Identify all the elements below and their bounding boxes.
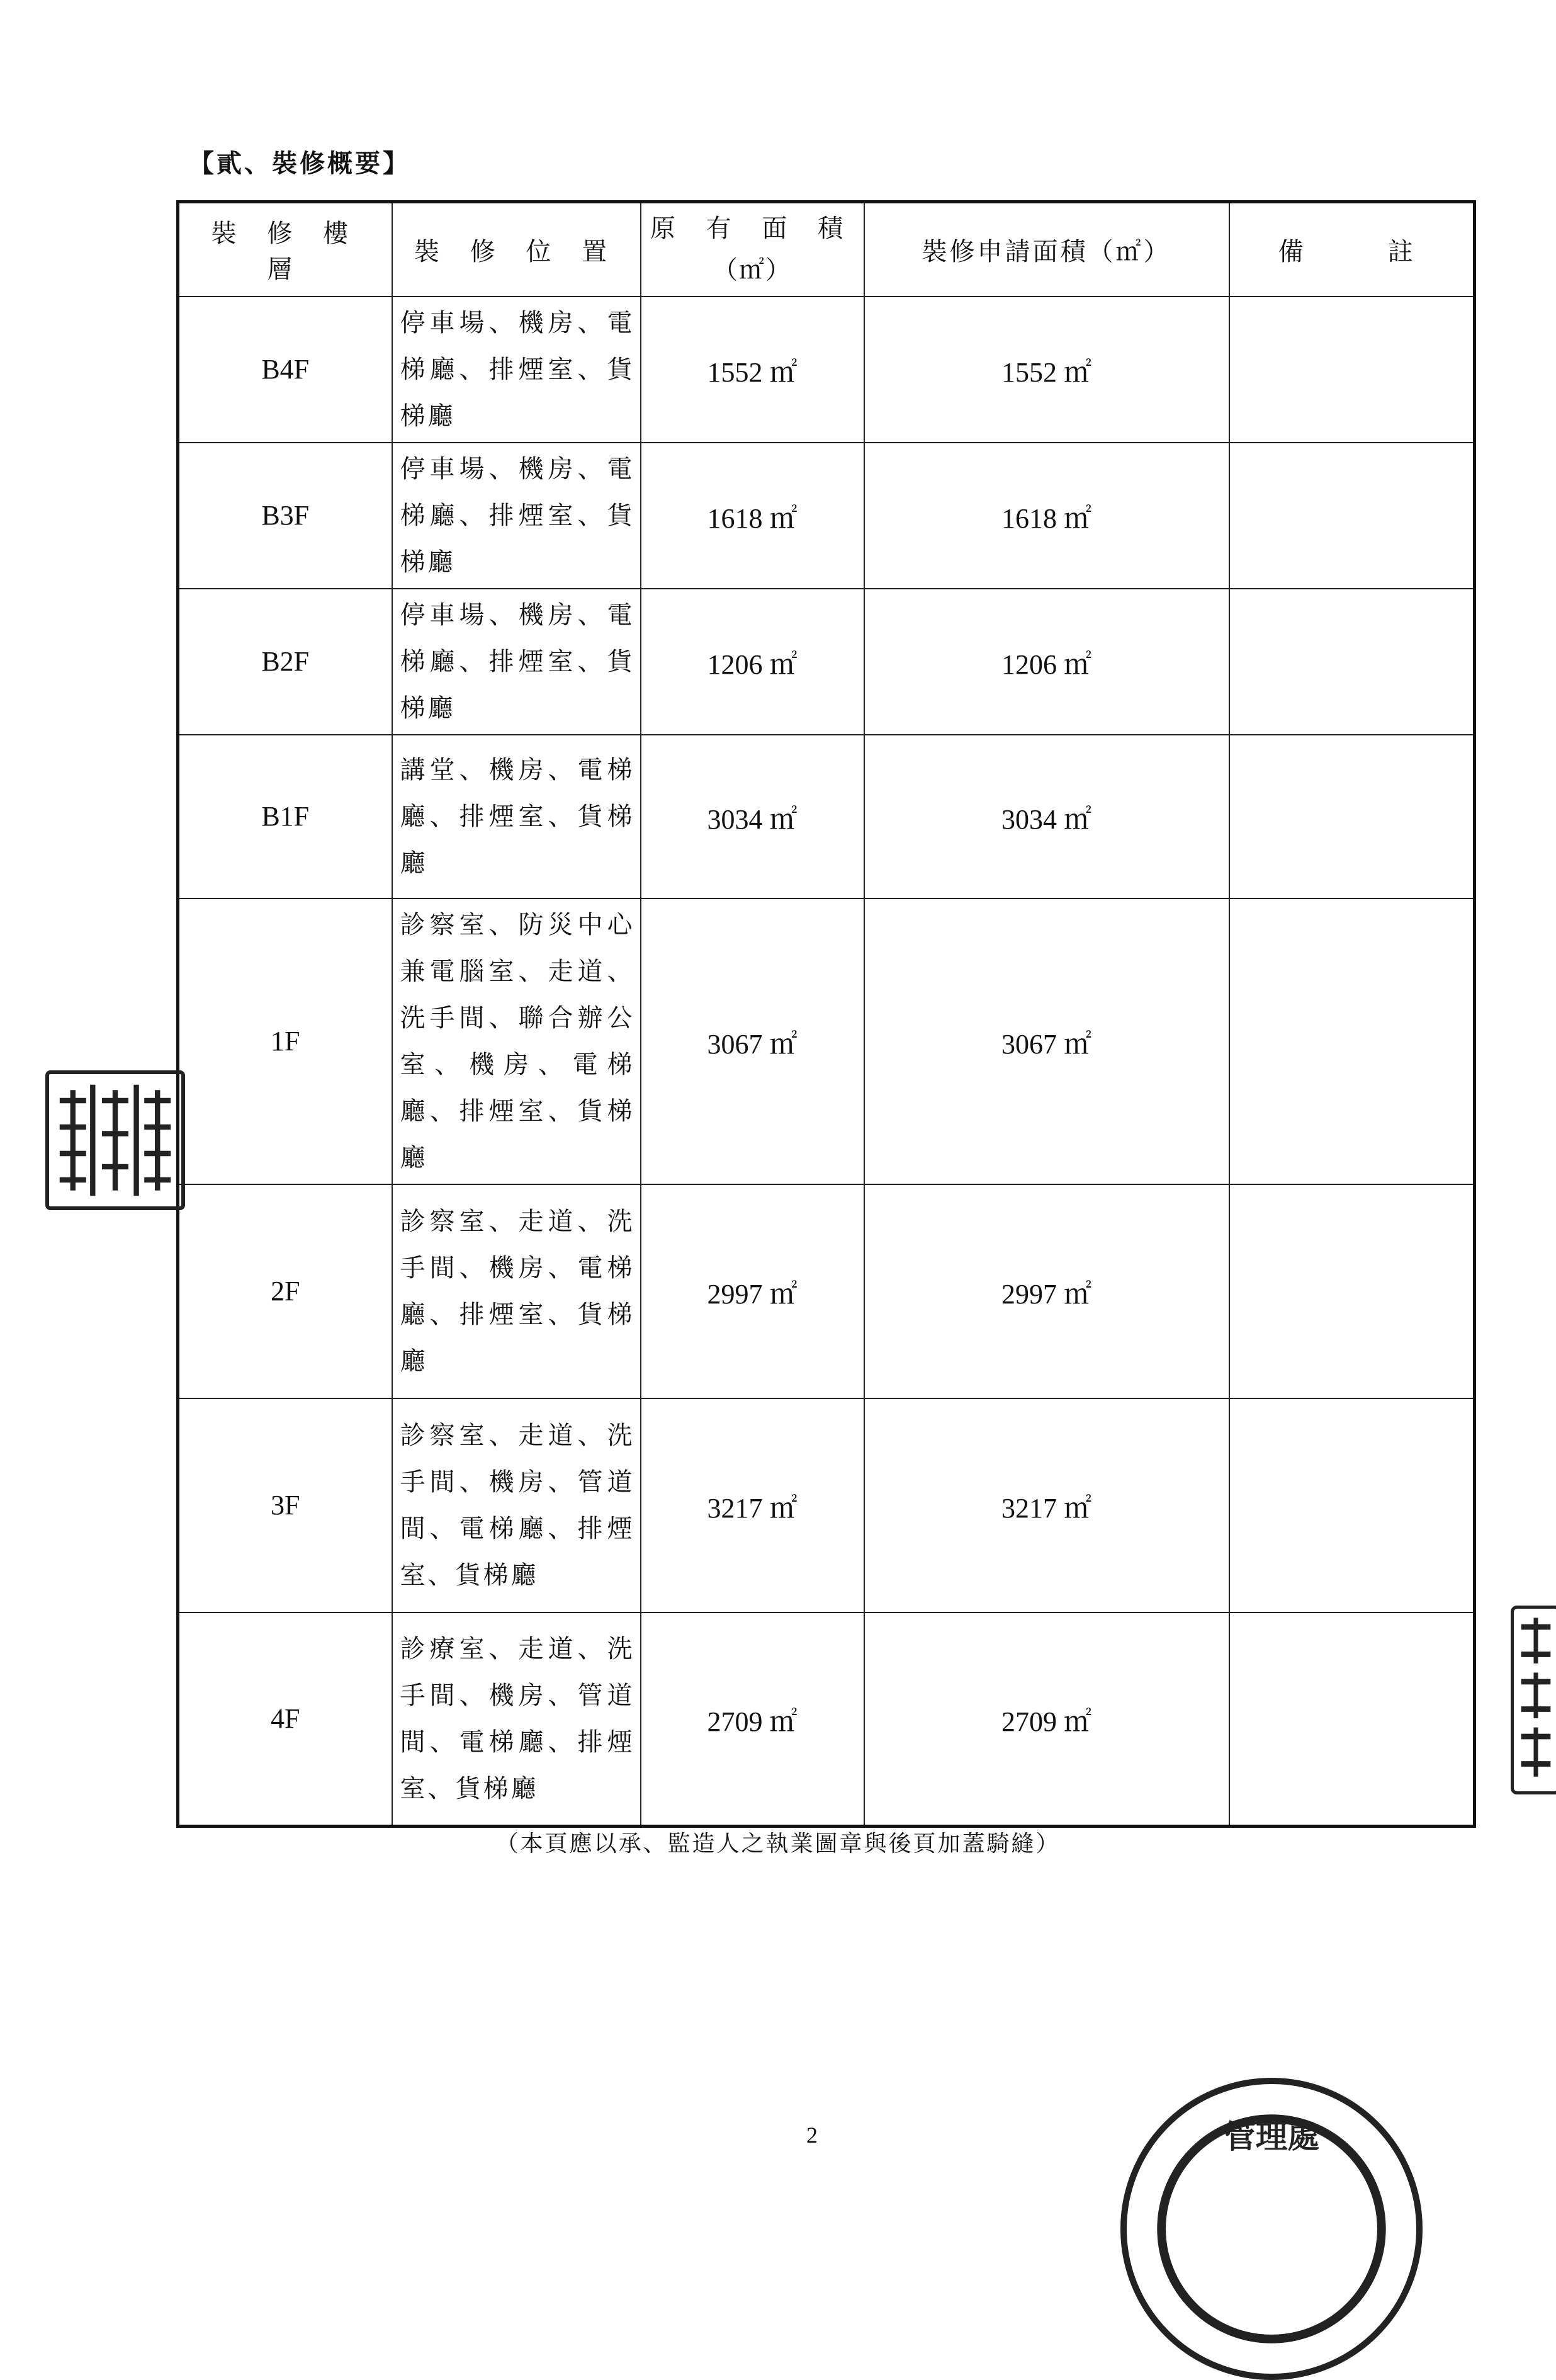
table-row bbox=[178, 735, 1475, 898]
table-row bbox=[178, 1612, 1475, 1827]
floor-cell: B4F bbox=[178, 297, 392, 443]
header-floor: 裝 修 樓 層 bbox=[178, 202, 392, 297]
round-office-seal-icon bbox=[1120, 2078, 1423, 2380]
remarks-cell bbox=[1229, 1398, 1475, 1612]
renovation-summary-table bbox=[176, 200, 1476, 1828]
applied-area-cell: 3067 ㎡ bbox=[864, 898, 1229, 1184]
page-number: 2 bbox=[806, 2122, 818, 2148]
section-title: 【貳、裝修概要】 bbox=[189, 149, 410, 178]
applied-area-cell: 1552 ㎡ bbox=[864, 297, 1229, 443]
remarks-cell bbox=[1229, 443, 1475, 589]
floor-cell: B2F bbox=[178, 589, 392, 735]
applied-area-cell: 1618 ㎡ bbox=[864, 443, 1229, 589]
floor-cell: 4F bbox=[178, 1612, 392, 1827]
remarks-cell bbox=[1229, 1612, 1475, 1827]
original-area-cell: 3067 ㎡ bbox=[641, 898, 864, 1184]
location-cell: 停車場、機房、電梯廳、排煙室、貨梯廳 bbox=[392, 589, 641, 735]
header-original-area-line2: （㎡） bbox=[713, 256, 792, 285]
location-cell: 診療室、走道、洗手間、機房、管道間、電梯廳、排煙室、貨梯廳 bbox=[392, 1612, 641, 1827]
header-applied-area: 裝修申請面積（㎡） bbox=[864, 202, 1229, 297]
floor-cell: B3F bbox=[178, 443, 392, 589]
remarks-cell bbox=[1229, 1184, 1475, 1398]
remarks-cell bbox=[1229, 297, 1475, 443]
original-area-cell: 3217 ㎡ bbox=[641, 1398, 864, 1612]
original-area-cell: 1618 ㎡ bbox=[641, 443, 864, 589]
original-area-cell: 3034 ㎡ bbox=[641, 735, 864, 898]
applied-area-cell: 3034 ㎡ bbox=[864, 735, 1229, 898]
table-row bbox=[178, 443, 1475, 589]
floor-cell: 1F bbox=[178, 898, 392, 1184]
location-cell: 診察室、防災中心兼電腦室、走道、洗手間、聯合辦公室、機房、電梯廳、排煙室、貨梯廳 bbox=[392, 898, 641, 1184]
header-original-area-line1: 原 有 面 積 bbox=[650, 214, 855, 244]
table-row bbox=[178, 297, 1475, 443]
floor-cell: 3F bbox=[178, 1398, 392, 1612]
footnote: （本頁應以承、監造人之執業圖章與後頁加蓋騎縫） bbox=[495, 1831, 1061, 1857]
applied-area-cell: 2997 ㎡ bbox=[864, 1184, 1229, 1398]
original-area-cell: 2709 ㎡ bbox=[641, 1612, 864, 1827]
remarks-cell bbox=[1229, 735, 1475, 898]
remarks-cell bbox=[1229, 898, 1475, 1184]
table-row bbox=[178, 898, 1475, 1184]
header-remarks: 備 註 bbox=[1229, 202, 1475, 297]
applied-area-cell: 1206 ㎡ bbox=[864, 589, 1229, 735]
bottom-seal-text: 管理處 bbox=[1224, 2118, 1319, 2156]
location-cell: 停車場、機房、電梯廳、排煙室、貨梯廳 bbox=[392, 443, 641, 589]
vertical-seal-stamp-icon bbox=[1511, 1606, 1556, 1794]
original-area-cell: 2997 ㎡ bbox=[641, 1184, 864, 1398]
square-seal-stamp-icon bbox=[45, 1070, 185, 1210]
location-cell: 停車場、機房、電梯廳、排煙室、貨梯廳 bbox=[392, 297, 641, 443]
location-cell: 診察室、走道、洗手間、機房、電梯廳、排煙室、貨梯廳 bbox=[392, 1184, 641, 1398]
floor-cell: 2F bbox=[178, 1184, 392, 1398]
table-row bbox=[178, 1184, 1475, 1398]
remarks-cell bbox=[1229, 589, 1475, 735]
table-row bbox=[178, 589, 1475, 735]
original-area-cell: 1552 ㎡ bbox=[641, 297, 864, 443]
location-cell: 講堂、機房、電梯廳、排煙室、貨梯廳 bbox=[392, 735, 641, 898]
applied-area-cell: 3217 ㎡ bbox=[864, 1398, 1229, 1612]
original-area-cell: 1206 ㎡ bbox=[641, 589, 864, 735]
table-row bbox=[178, 1398, 1475, 1612]
header-original-area bbox=[641, 202, 864, 297]
applied-area-cell: 2709 ㎡ bbox=[864, 1612, 1229, 1827]
location-cell: 診察室、走道、洗手間、機房、管道間、電梯廳、排煙室、貨梯廳 bbox=[392, 1398, 641, 1612]
table-header-row bbox=[178, 202, 1475, 297]
floor-cell: B1F bbox=[178, 735, 392, 898]
header-location: 裝 修 位 置 bbox=[392, 202, 641, 297]
